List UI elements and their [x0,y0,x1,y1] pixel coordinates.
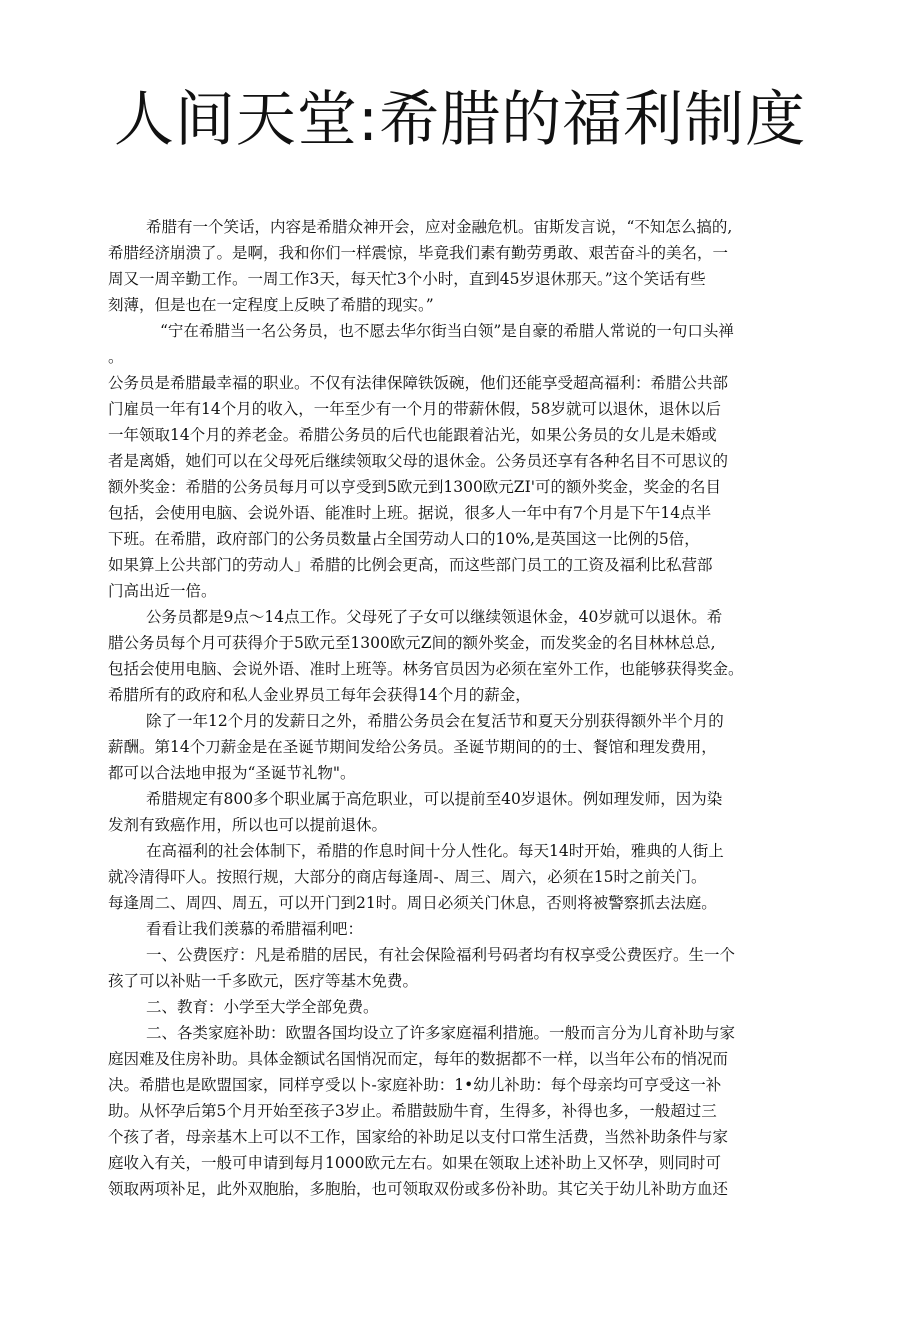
text-line: 每逢周二、周四、周五，可以开门到21时。周日必须关门休息，否则将被警察抓去法庭。 [108,894,717,912]
text-line: 包括会使用电脑、会说外语、准时上班等。林务官员因为必须在室外工作，也能够获得奖金。 [108,660,744,678]
text-line: 公务员都是9点～14点工作。父母死了子女可以继续领退休金，40岁就可以退休。希 [146,608,723,626]
text-line: 庭收入有关，一般可申请到每月1000欧元左右。如果在领取上述补助上又怀孕，则同时可 [108,1154,721,1172]
text-line: 下班。在希腊，政府部门的公务员数量占全国劳动人口的10%,是英国这一比例的5倍， [108,530,700,548]
text-line: 希腊规定有800多个职业属于高危职业，可以提前至40岁退休。例如理发师，因为染 [146,790,723,808]
text-line: 包括，会使用电脑、会说外语、能准时上班。据说，很多人一年中有7个月是下午14点半 [108,504,712,522]
text-line: 周又一周辛勤工作。一周工作3天，每天忙3个小时，直到45岁退休那天。”这个笑话有些 [108,270,706,288]
text-line: 就冷清得吓人。按照行规，大部分的商店每逢周-、周三、周六，必须在15时之前关门。 [108,868,707,886]
text-line: 孩了可以补贴一千多欧元，医疗等基木免费。 [108,972,419,990]
text-line: 在高福利的社会体制下，希腊的作息时间十分人性化。每天14时开始，雅典的人街上 [146,842,724,860]
text-line: 一年领取14个月的养老金。希腊公务员的后代也能跟着沾光，如果公务员的女儿是未婚或 [108,426,717,444]
text-line: 二、各类家庭补助：欧盟各国均设立了许多家庭福利措施。一般而言分为儿育补助与家 [146,1024,736,1042]
text-line: 希腊经济崩溃了。是啊，我和你们一样震惊，毕竟我们素有勤劳勇敢、艰苦奋斗的美名，一 [108,244,729,262]
text-line: “宁在希腊当一名公务员，也不愿去华尔街当白领”是自豪的希腊人常说的一句口头禅 [160,322,734,340]
text-line: 领取两项补足，此外双胞胎，多胞胎，也可领取双份或多份补助。其它关于幼儿补助方血还 [108,1180,729,1198]
text-line: 一、公费医疗：凡是希腊的居民，有社会保险福利号码者均有权享受公费医疗。生一个 [146,946,736,964]
text-line: 发剂有致癌作用，所以也可以提前退休。 [108,816,388,834]
text-line: 刻薄，但是也在一定程度上反映了希腊的现实。” [108,296,434,314]
text-line: 希腊所有的政府和私人金业界员工每年会获得14个月的薪金， [108,686,531,704]
text-line: 希腊有一个笑话，内容是希腊众神开会，应对金融危机。宙斯发言说，“不知怎么搞的, [146,218,733,236]
text-line: 公务员是希腊最幸福的职业。不仅有法律保障铁饭碗，他们还能享受超高福利：希腊公共部 [108,374,729,392]
text-line: 薪酬。第14个刀薪金是在圣诞节期间发给公务员。圣诞节期间的的士、餐馆和理发费用， [108,738,717,756]
document-title: 人间天堂:希腊的福利制度 [113,85,807,155]
text-line: 个孩了者，母亲基木上可以不工作，国家给的补助足以支付口常生活费，当然补助条件与家 [108,1128,729,1146]
text-line: 看看让我们羡慕的希腊福利吧： [146,920,364,938]
text-line: 除了一年12个月的发薪日之外，希腊公务员会在复活节和夏天分别获得额外半个月的 [146,712,724,730]
text-line: 门高出近一倍。 [108,582,217,600]
article-body [108,214,808,1202]
text-line: 助。从怀孕后第5个月开始至孩子3岁止。希腊鼓励牛育，生得多，补得也多，一般超过三 [108,1102,717,1120]
text-line: 如果算上公共部门的劳动人」希腊的比例会更高，而这些部门员工的工资及福利比私营部 [108,556,713,574]
text-line: 腊公务员每个月可获得介于5欧元至1300欧元Z间的额外奖金，而发奖金的名目林林总总, [108,634,716,652]
text-line: 二、教育：小学至大学全部免费。 [146,998,379,1016]
text-line: 。 [108,348,124,366]
text-line: 者是离婚，她们可以在父母死后继续领取父母的退休金。公务员还享有各种名目不可思议的 [108,452,729,470]
text-line: 决。希腊也是欧盟国家，同样亨受以卜-家庭补助：1•幼儿补助：每个母亲均可亨受这一补 [108,1076,722,1094]
text-line: 庭因难及住房补助。具体金额试名国悄况而定，每年的数据都不一样，以当年公布的悄况而 [108,1050,729,1068]
text-line: 门雇员一年有14个月的收入，一年至少有一个月的带薪休假，58岁就可以退休，退休以后 [108,400,721,418]
text-line: 都可以合法地申报为“圣诞节礼物"。 [108,764,356,782]
text-line: 额外奖金：希腊的公务员每月可以亨受到5欧元到1300欧元ZI'可的额外奖金，奖金的名目 [108,478,721,496]
